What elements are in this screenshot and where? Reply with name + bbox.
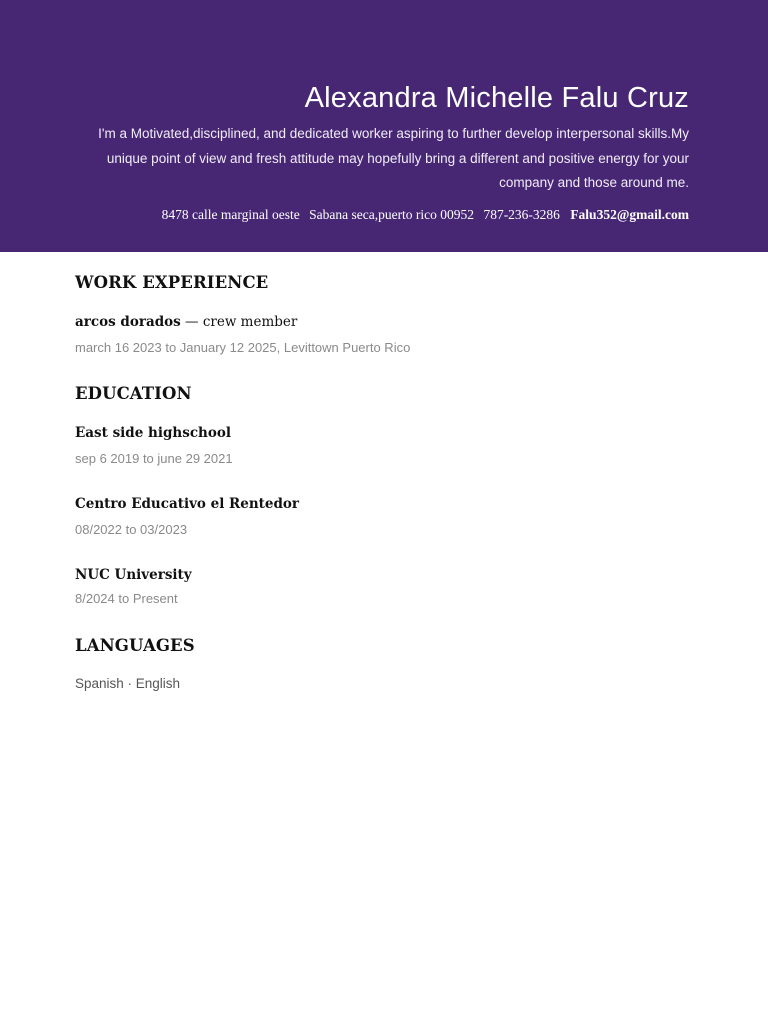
education-institution [75, 494, 695, 514]
work-organization: arcos dorados [75, 314, 181, 330]
contact-phone: 787-236-3286 [483, 206, 560, 222]
section-title-work-experience: WORK EXPERIENCE [75, 273, 269, 292]
section-title-languages: LANGUAGES [75, 636, 195, 655]
resume-body [75, 271, 695, 693]
education-dates: sep 6 2019 to june 29 2021 [75, 451, 233, 466]
education-entry [75, 423, 695, 468]
institution-name: Centro Educativo el Rentedor [75, 496, 300, 512]
education-institution [75, 423, 695, 443]
candidate-name: Alexandra Michelle Falu Cruz [304, 82, 689, 114]
institution-name: NUC University [75, 567, 192, 583]
professional-summary [69, 122, 689, 196]
education-entry [75, 494, 695, 539]
work-entry [75, 312, 695, 357]
contact-info [69, 205, 689, 225]
languages-list: Spanish · English [75, 676, 181, 691]
work-separator: — [180, 314, 203, 330]
languages-section [75, 634, 695, 693]
education-institution [75, 565, 695, 585]
contact-address: 8478 calle marginal oeste [161, 206, 300, 222]
summary-line: I'm a Motivated,disciplined, and dedicated worker aspiring to further develop interpersonal skills.My [98, 126, 689, 141]
institution-name: East side highschool [75, 425, 232, 441]
education-dates: 08/2022 to 03/2023 [75, 522, 188, 537]
education-section [75, 382, 695, 608]
summary-line: unique point of view and fresh attitude may hopefully bring a different and positive energy for your [106, 150, 689, 166]
work-entry-title [75, 312, 695, 332]
summary-line: company and those around me. [499, 175, 689, 190]
header-content [69, 78, 689, 225]
section-title-education: EDUCATION [75, 384, 192, 403]
contact-email: Falu352@gmail.com [570, 206, 689, 222]
education-dates: 8/2024 to Present [75, 591, 178, 606]
contact-city: Sabana seca,puerto rico 00952 [309, 206, 475, 222]
work-details: march 16 2023 to January 12 2025, Levittown Puerto Rico [75, 340, 411, 355]
resume-header [0, 0, 768, 252]
education-entry [75, 565, 695, 608]
work-experience-section [75, 271, 695, 357]
work-role: crew member [202, 314, 298, 330]
